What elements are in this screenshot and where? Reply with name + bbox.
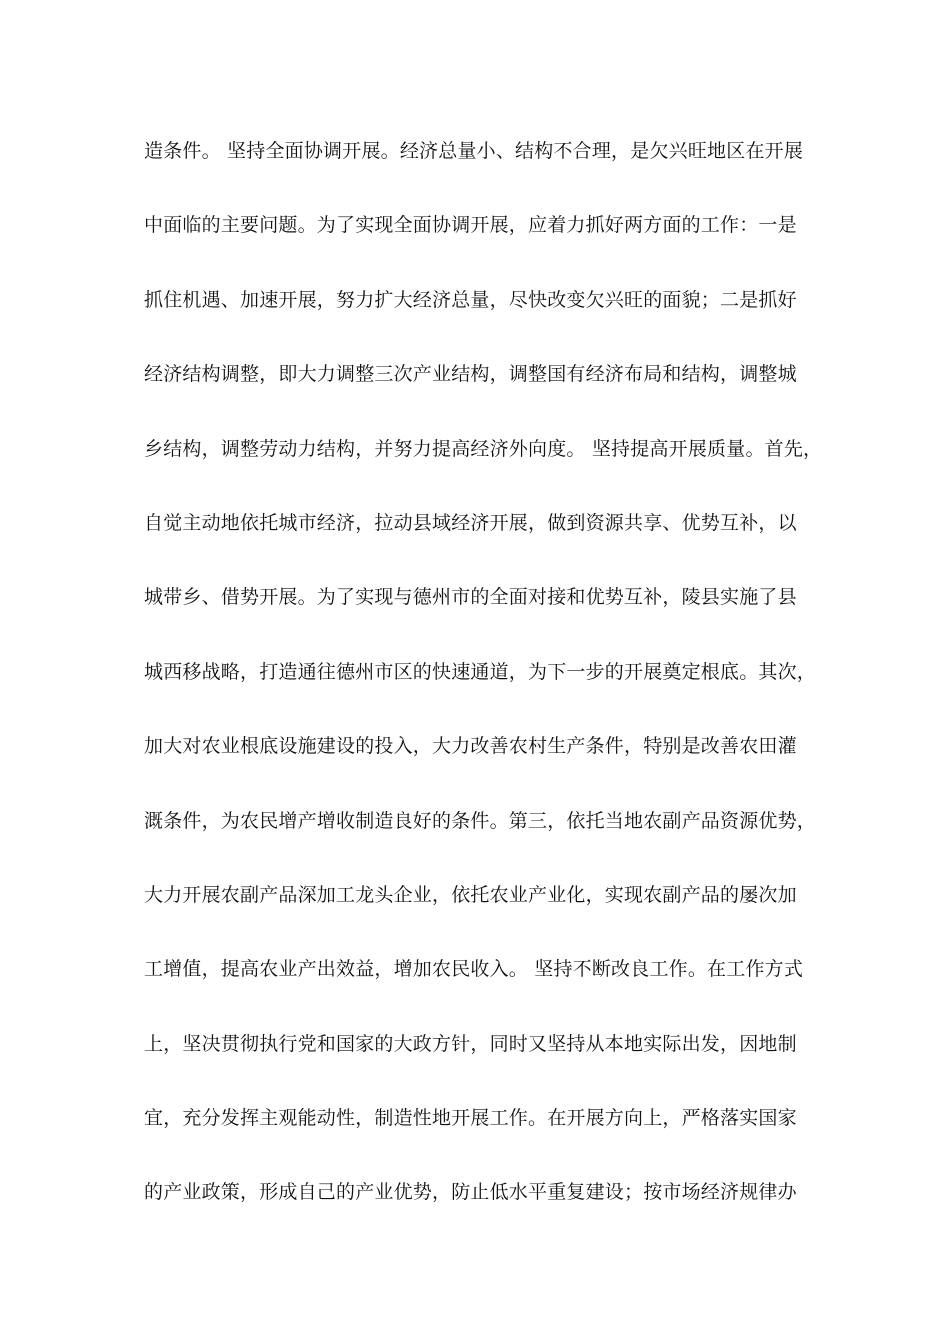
text-line-1: 造条件。 坚持全面协调开展。经济总量小、结构不合理，是欠兴旺地区在开展	[144, 140, 804, 162]
text-line-8: 城西移战略，打造通往德州市区的快速通道，为下一步的开展奠定根底。其次，	[144, 660, 817, 683]
body-text	[144, 131, 824, 1247]
text-line-5: 乡结构，调整劳动力结构，并努力提高经济外向度。 坚持提高开展质量。首先，	[144, 437, 823, 460]
text-line-2: 中面临的主要问题。为了实现全面协调开展，应着力抓好两方面的工作：一是	[144, 214, 797, 237]
text-line-13: 上，坚决贯彻执行党和国家的大政方针，同时又坚持从本地实际出发，因地制	[144, 1032, 797, 1055]
text-line-10: 溉条件，为农民增产增收制造良好的条件。第三，依托当地农副产品资源优势，	[144, 809, 817, 832]
text-line-9: 加大对农业根底设施建设的投入，大力改善农村生产条件，特别是改善农田灌	[144, 735, 797, 758]
text-line-11: 大力开展农副产品深加工龙头企业，依托农业产业化，实现农副产品的屡次加	[144, 883, 797, 906]
text-line-6: 自觉主动地依托城市经济，拉动县域经济开展，做到资源共享、优势互补，以	[144, 511, 797, 534]
text-line-15: 的产业政策，形成自己的产业优势，防止低水平重复建设；按市场经济规律办	[144, 1181, 797, 1204]
text-line-3: 抓住机遇、加速开展，努力扩大经济总量，尽快改变欠兴旺的面貌；二是抓好	[144, 288, 797, 311]
text-line-14: 宜，充分发挥主观能动性，制造性地开展工作。在开展方向上，严格落实国家	[144, 1107, 797, 1130]
text-line-7: 城带乡、借势开展。为了实现与德州市的全面对接和优势互补，陵县实施了县	[144, 586, 797, 609]
text-line-12: 工增值，提高农业产出效益，增加农民收入。 坚持不断改良工作。在工作方式	[144, 958, 804, 981]
text-line-4: 经济结构调整，即大力调整三次产业结构，调整国有经济布局和结构，调整城	[144, 363, 797, 386]
